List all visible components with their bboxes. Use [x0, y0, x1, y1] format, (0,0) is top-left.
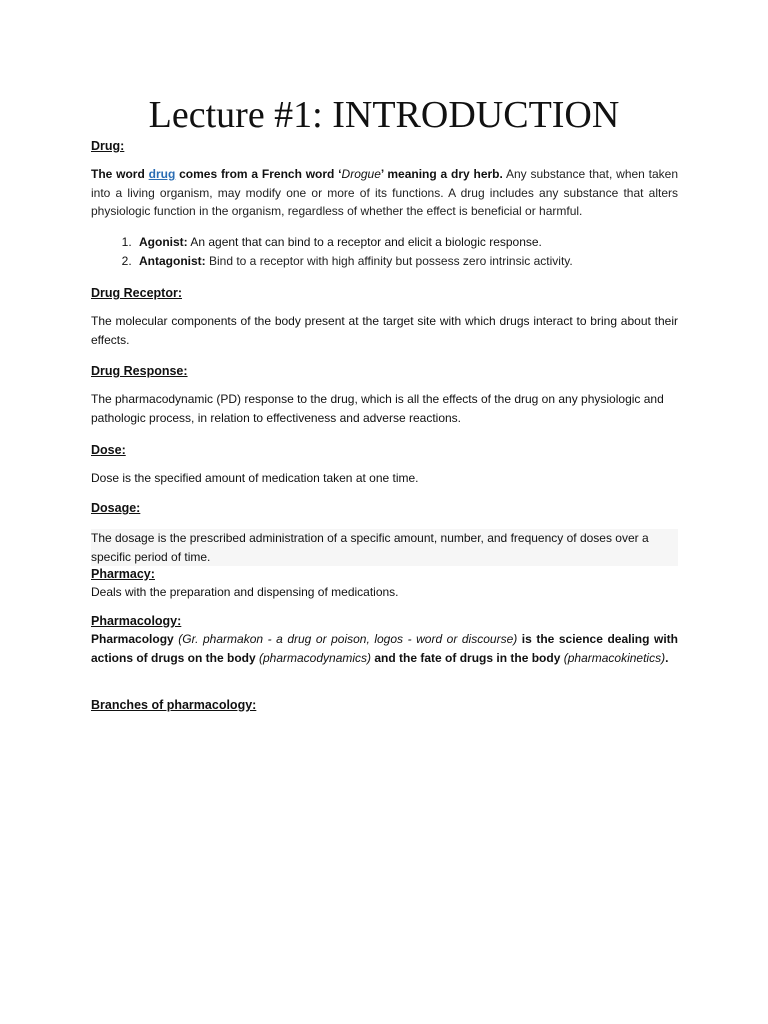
list-item: 1. Agonist: An agent that can bind to a receptor and elicit a biologic response.: [135, 233, 678, 252]
response-text: The pharmacodynamic (PD) response to the drug, which is all the effects of the drug on any physiologic and pathologic process, in relation to effectiveness and adverse reactions.: [91, 392, 664, 425]
response-heading: Drug Response:: [91, 364, 188, 378]
branches-heading: Branches of pharmacology:: [91, 698, 257, 712]
receptor-heading: Drug Receptor:: [91, 286, 182, 300]
dosage-heading: Dosage:: [91, 501, 141, 515]
pharmacology-heading: Pharmacology:: [91, 614, 182, 628]
dose-text: Dose is the specified amount of medication taken at one time.: [91, 471, 419, 485]
list-item: 2. Antagonist: Bind to a receptor with high affinity but possess zero intrinsic activity.: [135, 252, 678, 271]
dose-heading: Dose:: [91, 443, 126, 457]
pharmacology-text: Pharmacology (Gr. pharmakon - a drug or poison, logos - word or discourse) is the science dealing with actions of drugs on the body (pharmacodynamics) and the fate of drugs in the body (pharmacokinetics).: [91, 632, 678, 665]
drug-heading: Drug:: [91, 139, 125, 153]
receptor-text: The molecular components of the body present at the target site with which drugs interact to bring about their effects.: [91, 314, 678, 347]
drug-definition: The word drug comes from a French word ‘Drogue’ meaning a dry herb. Any substance that, when taken into a living organism, may modify one or more of its functions. A drug includes any substance that alters physiologic function in the organism, regardless of whether the effect is beneficial or harmful.: [91, 167, 679, 218]
pharmacy-heading: Pharmacy:: [91, 567, 155, 581]
drug-types-list: [91, 233, 678, 270]
drug-link[interactable]: drug: [148, 167, 176, 181]
page-title: Lecture #1: INTRODUCTION: [148, 94, 620, 136]
pharmacy-text: Deals with the preparation and dispensing of medications.: [91, 585, 399, 599]
dosage-text: The dosage is the prescribed administration of a specific amount, number, and frequency of doses over a specific period of time.: [91, 529, 678, 566]
